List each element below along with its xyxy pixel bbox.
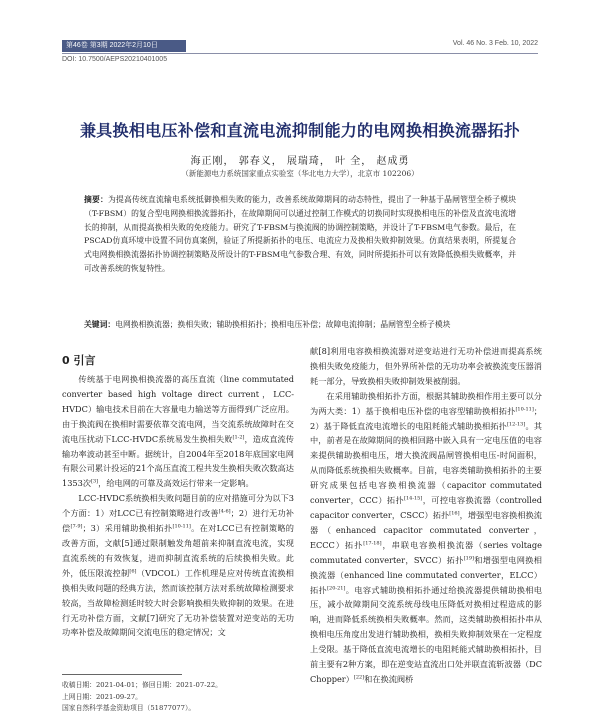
author-list: 海正刚， 郭春义， 展瑞琦， 叶 全， 赵成勇 [190, 156, 410, 167]
abstract-text: 为提高传统直流输电系统抵御换相失败的能力，改善系统故障期间的动态特性，提出了一种基于晶闸管型全桥子模块（T-FBSM）的复合型电网换相换流器拓扑，在故障期间可以通过控制工作模式的切换同时实现换相电压的补偿及直流电流增长的抑制，从而提高换相失败的免疫能力。研究了T-FBSM与换流阀的协调控制策略，并设计了T-FBSM电气参数。最后，在PSCAD仿真环境中设置不同仿真案例，验证了所提新拓扑的电压、电流应力及换相失败抑制效果。仿真结果表明，所提复合式电网换相换流器拓扑协调控制策略及所设计的T-FBSM电气参数合理、有效，同时所提拓扑可以有效降低换相失败概率，并可改善系统的恢复特性。 [84, 195, 516, 273]
citation[interactable]: [14-15] [404, 495, 423, 502]
citation[interactable]: [6] [129, 568, 137, 575]
footnote-online: 上网日期：2021-09-27。 [62, 692, 142, 701]
intro-paragraph-1: 传统基于电网换相换流器的高压直流（line commutated converter based high voltage direct current，LCC-HVDC）输电技术目前在大容量电力输送等方面得到广泛应用。由于换流阀在换相时需要依靠交流电网，当交流系统故障时在交流电压扰动下LCC-HVDC系统易发生换相失败[1-2]，造成直流传输功率波动甚至中断。据统计，自2004年至2018年底国家电网有限公司累计投运的21个高压直流工程共发生换相失败次数高达1353次[3]，给电网的可靠及高效运行带来一定影响。 [62, 374, 294, 489]
citation[interactable]: [12-13] [506, 420, 526, 427]
paper-title: 兼具换相电压补偿和直流电流抑制能力的电网换相换流器拓扑 [79, 121, 521, 140]
abstract [84, 193, 516, 276]
journal-volume-info: Vol. 46 No. 3 Feb. 10, 2022 [452, 40, 538, 47]
doi-link[interactable]: DOI: 10.7500/AEPS20210401005 [62, 56, 168, 63]
intro-paragraph-3: 献[8]利用电容换相换流器对逆变站进行无功补偿进而提高系统换相失败免疫能力，但外界所补偿的无功功率会被换流变压器消耗一部分，导致换相失败抑制效果被削弱。 [310, 346, 542, 386]
footnote-received: 收稿日期：2021-04-01；修回日期：2021-07-22。 [62, 681, 222, 689]
citation[interactable]: [7-9] [70, 523, 83, 530]
citation[interactable]: [20-21] [327, 584, 346, 591]
footnote-funding: 国家自然科学基金资助项目（51877077）。 [62, 704, 196, 712]
citation[interactable]: [17-18] [363, 540, 382, 547]
header-divider [62, 53, 538, 54]
citation[interactable]: [19] [463, 554, 474, 561]
section-heading-introduction: 0 引言 [62, 354, 96, 367]
footnote-divider [62, 674, 182, 675]
citation[interactable]: [10-11] [515, 405, 534, 412]
keywords [84, 318, 516, 332]
citation[interactable]: [1-2] [232, 433, 245, 440]
journal-issue-text: 第46卷 第3期 2022年2月10日 [66, 42, 158, 49]
citation[interactable]: [4-6] [218, 508, 231, 515]
citation[interactable]: [22] [353, 674, 365, 681]
keywords-label: 关键词： [84, 320, 116, 329]
citation[interactable]: [16] [449, 510, 460, 517]
left-column [62, 372, 294, 640]
journal-issue-banner [62, 40, 186, 52]
right-column [310, 344, 542, 687]
footnote [62, 680, 222, 715]
abstract-label: 摘要： [84, 195, 109, 204]
affiliation: （新能源电力系统国家重点实验室（华北电力大学），北京市 102206） [181, 169, 419, 178]
citation[interactable]: [3] [91, 478, 99, 485]
intro-paragraph-2: LCC-HVDC系统换相失败问题目前的应对措施可分为以下3个方面：1）对LCC已有控制策略进行改善[4-6]；2）进行无功补偿[7-9]；3）采用辅助换相拓扑[10-11]。在对LCC已有控制策略的改善方面，文献[5]通过限制触发角超前来抑制直流电流，实现直流系统的有效恢复，进而抑制直流系统的后续换相失败。此外，低压限流控制[6]（VDCOL）工作机理是应对传统直流换相换相失败问题的经典方法，然而该控制方法对系统故障检测要求较高，当故障检测延时较大时会影响换相失败抑制的效果。在进行无功补偿方面，文献[7]研究了无功补偿装置对逆变站的无功功率补偿及故障期间交流电压的稳定情况；文 [62, 493, 294, 638]
keywords-text: 电网换相换流器；换相失败；辅助换相拓扑；换相电压补偿；故障电流抑制；晶闸管型全桥子模块 [115, 320, 451, 329]
citation[interactable]: [10-11] [172, 523, 191, 530]
intro-paragraph-4: 在采用辅助换相拓扑方面，根据其辅助换相作用主要可以分为两大类：1）基于换相电压补偿的电容型辅助换相拓扑[10-11]；2）基于降低直流电流增长的电阻耗能式辅助换相拓扑[12-13]。其中，前者是在故障期间的换相回路中嵌入具有一定电压值的电容来提供辅助换相电压，增大换流阀晶闸管换相电压-时间面积，从而降低系统换相失败概率。目前，电容类辅助换相拓扑的主要研究成果包括电容换相换流器（capacitor commutated converter，CCC）拓扑[14-15]，可控电容换流器（controlled capacitor converter，CSCC）拓扑[16]，增强型电容换相换流器（enhanced capacitor commutated converter，ECCC）拓扑[17-18]，串联电容换相换流器（series voltage commutated converter，SVCC）拓扑[19]和增强型电网换相换流器（enhanced line commutated converter，ELCC）拓扑[20-21]。电容式辅助换相拓扑通过给换流器提供辅助换相电压，减小故障期间交流系统母线电压降低对换相过程造成的影响，进而降低系统换相失败概率。然而，这类辅助换相拓扑串从换相电压角度出发进行辅助换相，换相失败抑制效果在一定程度上受限。基于降低直流电流增长的电阻耗能式辅助换相拓扑，目前主要有2种方案，即在逆变站直流出口处并联直流斩波器（DC Chopper）[22]和在换流阀桥 [310, 390, 542, 684]
